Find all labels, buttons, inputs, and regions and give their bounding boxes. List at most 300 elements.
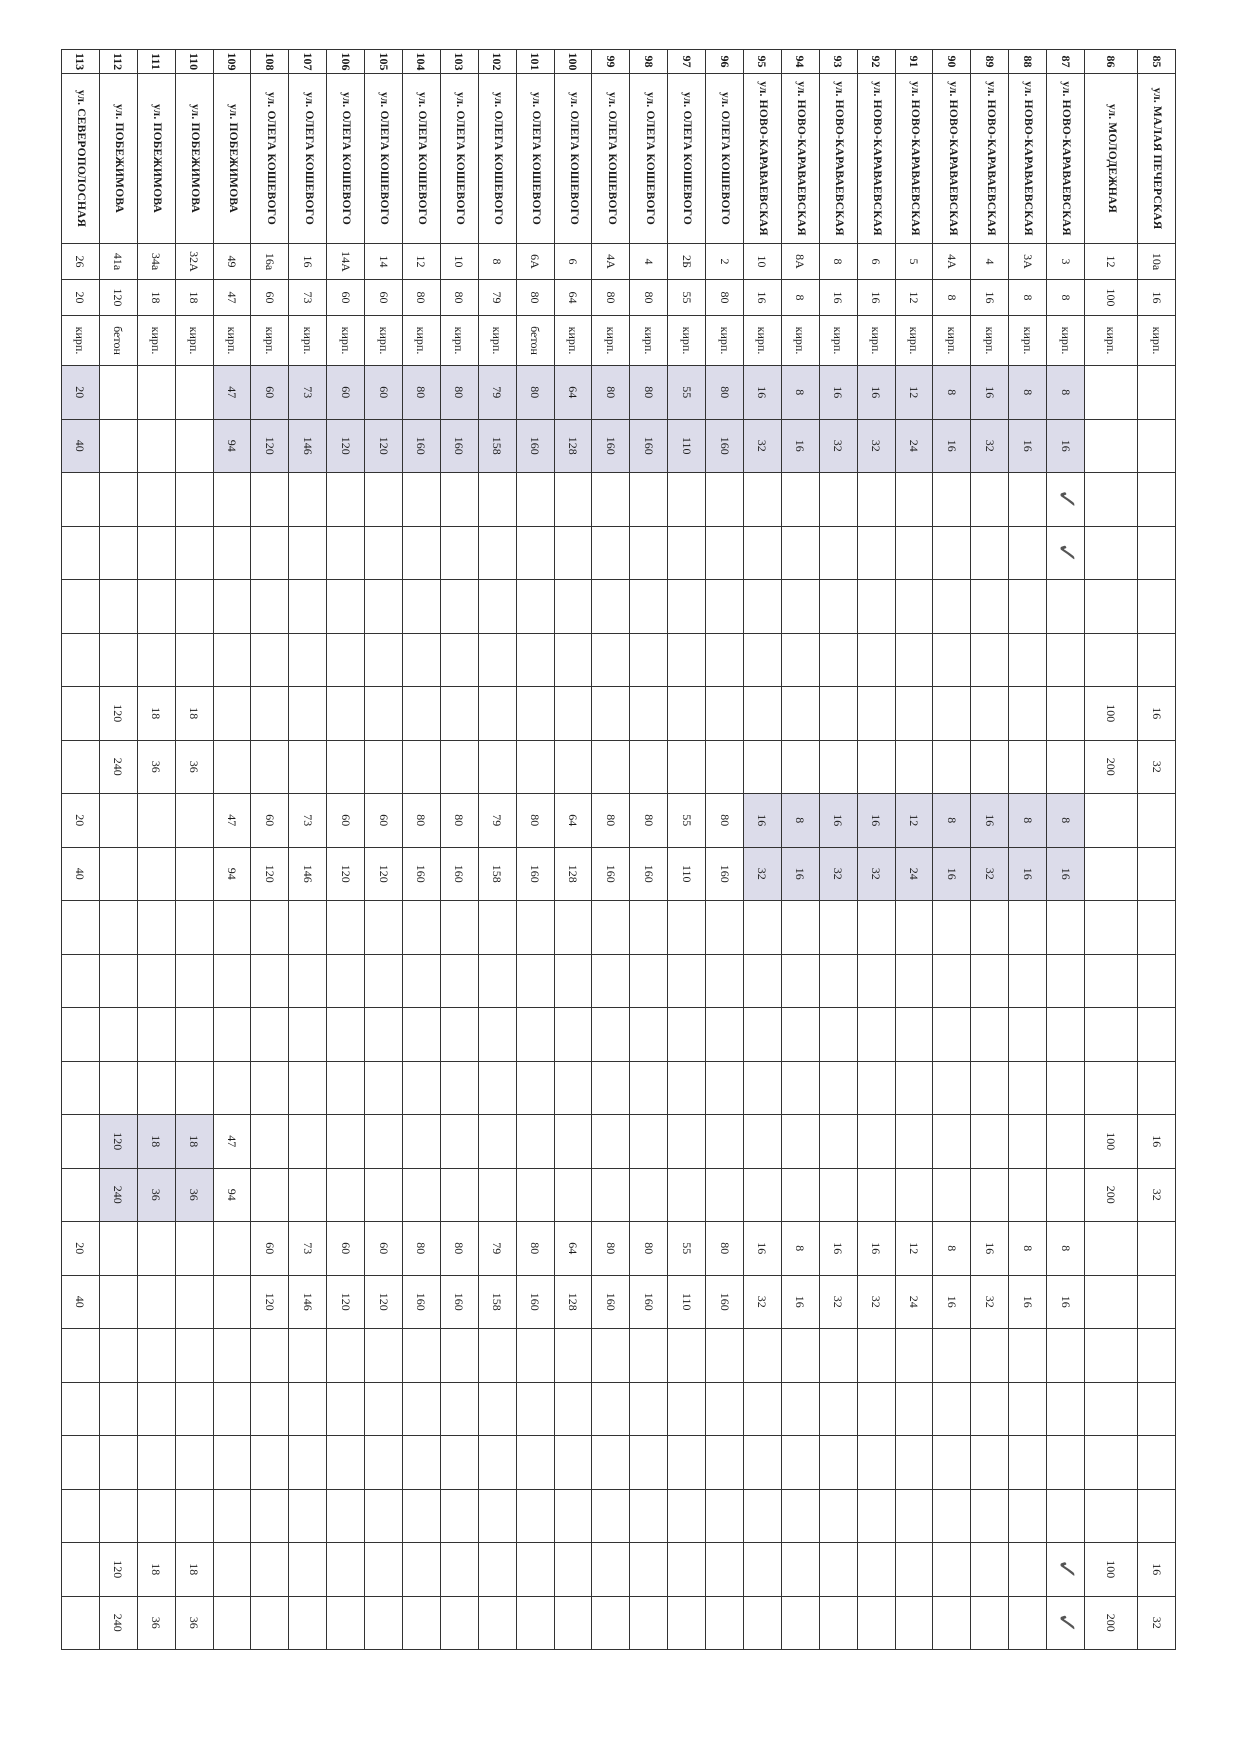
value-cell	[668, 1596, 706, 1650]
value-cell	[668, 1061, 706, 1115]
street-name-cell: ул. НОВО-КАРАВАЕВСКАЯ	[1047, 74, 1085, 244]
value-cell	[137, 580, 175, 634]
value-cell	[516, 633, 554, 687]
value-cell	[516, 901, 554, 955]
value-cell	[819, 1436, 857, 1490]
area-cell: 80	[706, 280, 744, 316]
value-cell	[403, 1596, 441, 1650]
value-cell	[327, 1008, 365, 1062]
value-cell: 80	[706, 794, 744, 848]
value-cell: 80	[706, 366, 744, 420]
value-cell: 60	[327, 366, 365, 420]
value-cell: 36	[175, 740, 213, 794]
house-number-cell: 2Б	[668, 244, 706, 280]
material-cell: кирп.	[668, 316, 706, 366]
value-cell	[213, 580, 251, 634]
value-cell	[516, 1168, 554, 1222]
value-cell	[403, 580, 441, 634]
value-cell	[1009, 1436, 1047, 1490]
value-cell	[99, 794, 137, 848]
value-cell: 158	[478, 1275, 516, 1329]
value-cell	[99, 1061, 137, 1115]
value-cell	[478, 1329, 516, 1383]
value-cell: 120	[99, 1115, 137, 1169]
area-cell: 60	[327, 280, 365, 316]
value-cell	[1085, 1436, 1138, 1490]
value-cell	[1009, 1061, 1047, 1115]
value-cell: 18	[175, 687, 213, 741]
value-cell: 160	[706, 1275, 744, 1329]
street-name-cell: ул. ОЛЕГА КОШЕВОГО	[327, 74, 365, 244]
value-cell	[630, 1329, 668, 1383]
value-cell	[781, 633, 819, 687]
value-cell: 64	[554, 1222, 592, 1276]
value-cell	[592, 526, 630, 580]
value-cell	[99, 633, 137, 687]
value-cell	[440, 633, 478, 687]
material-cell: кирп.	[478, 316, 516, 366]
street-name-cell: ул. ОЛЕГА КОШЕВОГО	[554, 74, 592, 244]
value-cell	[175, 794, 213, 848]
value-cell: 80	[440, 794, 478, 848]
value-cell	[365, 1382, 403, 1436]
value-cell	[327, 526, 365, 580]
value-cell	[857, 1596, 895, 1650]
value-cell: 32	[971, 1275, 1009, 1329]
area-cell: 18	[137, 280, 175, 316]
house-number-cell: 2	[706, 244, 744, 280]
value-cell	[289, 1061, 327, 1115]
value-cell	[213, 1436, 251, 1490]
value-cell: 160	[516, 1275, 554, 1329]
value-cell: 80	[516, 366, 554, 420]
value-cell	[1009, 901, 1047, 955]
value-cell	[213, 633, 251, 687]
value-cell: 32	[744, 1275, 782, 1329]
value-cell	[971, 1329, 1009, 1383]
value-cell	[971, 1008, 1009, 1062]
street-name-cell: ул. СЕВЕРОПОЛОСНАЯ	[62, 74, 100, 244]
value-cell	[781, 580, 819, 634]
value-cell	[706, 1596, 744, 1650]
value-cell	[516, 1061, 554, 1115]
row-number-cell: 85	[1138, 50, 1176, 74]
value-cell	[1085, 633, 1138, 687]
value-cell: 16	[971, 1222, 1009, 1276]
material-cell: кирп.	[744, 316, 782, 366]
value-cell	[630, 1008, 668, 1062]
value-cell	[251, 954, 289, 1008]
value-cell	[895, 1008, 933, 1062]
table-row	[1047, 50, 1085, 1650]
value-cell	[706, 954, 744, 1008]
value-cell	[857, 1436, 895, 1490]
value-cell: 12	[895, 366, 933, 420]
value-cell: 16	[744, 794, 782, 848]
value-cell	[440, 1489, 478, 1543]
value-cell	[933, 473, 971, 527]
value-cell	[327, 1436, 365, 1490]
value-cell: 16	[819, 366, 857, 420]
value-cell: 158	[478, 419, 516, 473]
street-name-cell: ул. МАЛАЯ ПЕЧЕРСКАЯ	[1138, 74, 1176, 244]
value-cell	[1138, 954, 1176, 1008]
value-cell	[971, 473, 1009, 527]
value-cell	[819, 473, 857, 527]
value-cell	[744, 473, 782, 527]
value-cell: 16	[1047, 419, 1085, 473]
value-cell	[99, 419, 137, 473]
area-cell: 16	[971, 280, 1009, 316]
area-cell: 60	[365, 280, 403, 316]
value-cell	[895, 1061, 933, 1115]
value-cell	[99, 1436, 137, 1490]
value-cell	[592, 1329, 630, 1383]
value-cell	[1085, 473, 1138, 527]
value-cell	[1047, 1329, 1085, 1383]
value-cell	[99, 1489, 137, 1543]
row-number-cell: 112	[99, 50, 137, 74]
value-cell	[554, 633, 592, 687]
value-cell: 16	[971, 366, 1009, 420]
value-cell	[1009, 1329, 1047, 1383]
value-cell	[403, 740, 441, 794]
table-row	[706, 50, 744, 1650]
value-cell	[1085, 1275, 1138, 1329]
value-cell	[971, 1168, 1009, 1222]
value-cell	[781, 1329, 819, 1383]
value-cell	[668, 1168, 706, 1222]
value-cell	[895, 1489, 933, 1543]
value-cell: ✓	[1047, 1543, 1085, 1597]
value-cell: 80	[403, 794, 441, 848]
value-cell	[99, 473, 137, 527]
value-cell	[478, 1168, 516, 1222]
house-number-cell: 14А	[327, 244, 365, 280]
value-cell	[213, 1061, 251, 1115]
value-cell	[554, 526, 592, 580]
house-number-cell: 10	[440, 244, 478, 280]
value-cell	[1047, 1008, 1085, 1062]
value-cell: 16	[781, 1275, 819, 1329]
value-cell	[62, 633, 100, 687]
area-cell: 80	[440, 280, 478, 316]
value-cell: 47	[213, 1115, 251, 1169]
area-cell: 8	[1009, 280, 1047, 316]
value-cell: 60	[327, 794, 365, 848]
value-cell	[895, 687, 933, 741]
value-cell	[327, 954, 365, 1008]
value-cell: 160	[592, 419, 630, 473]
value-cell	[1009, 740, 1047, 794]
value-cell	[516, 1382, 554, 1436]
value-cell	[289, 1596, 327, 1650]
value-cell: 36	[137, 1168, 175, 1222]
row-number-cell: 109	[213, 50, 251, 74]
value-cell: 120	[365, 1275, 403, 1329]
value-cell	[1009, 580, 1047, 634]
value-cell	[365, 1489, 403, 1543]
value-cell	[403, 1436, 441, 1490]
value-cell	[554, 740, 592, 794]
house-number-cell: 12	[1085, 244, 1138, 280]
value-cell	[933, 1008, 971, 1062]
value-cell	[137, 1275, 175, 1329]
value-cell	[516, 1489, 554, 1543]
value-cell	[668, 526, 706, 580]
value-cell	[251, 1543, 289, 1597]
value-cell: 120	[365, 847, 403, 901]
value-cell	[857, 1115, 895, 1169]
value-cell	[175, 526, 213, 580]
value-cell	[327, 1596, 365, 1650]
row-number-cell: 97	[668, 50, 706, 74]
value-cell: 8	[933, 366, 971, 420]
value-cell	[706, 1329, 744, 1383]
value-cell: 16	[933, 1275, 971, 1329]
value-cell	[516, 687, 554, 741]
table-row	[175, 50, 213, 1650]
value-cell	[137, 1008, 175, 1062]
value-cell	[365, 526, 403, 580]
value-cell	[744, 633, 782, 687]
material-cell: кирп.	[327, 316, 365, 366]
value-cell: 18	[137, 687, 175, 741]
value-cell	[289, 633, 327, 687]
value-cell	[1138, 1275, 1176, 1329]
value-cell	[554, 1115, 592, 1169]
value-cell: 8	[1047, 1222, 1085, 1276]
value-cell	[554, 1489, 592, 1543]
house-number-cell: 16	[289, 244, 327, 280]
value-cell	[403, 1543, 441, 1597]
street-name-cell: ул. НОВО-КАРАВАЕВСКАЯ	[857, 74, 895, 244]
value-cell	[668, 740, 706, 794]
value-cell: 16	[1138, 687, 1176, 741]
value-cell	[819, 1168, 857, 1222]
value-cell	[554, 901, 592, 955]
value-cell	[1085, 1329, 1138, 1383]
house-number-cell: 6	[554, 244, 592, 280]
area-cell: 80	[630, 280, 668, 316]
value-cell	[592, 473, 630, 527]
value-cell	[706, 526, 744, 580]
value-cell	[744, 580, 782, 634]
value-cell	[365, 687, 403, 741]
row-number-cell: 108	[251, 50, 289, 74]
table-row	[1138, 50, 1176, 1650]
value-cell	[1047, 1436, 1085, 1490]
value-cell	[440, 1596, 478, 1650]
value-cell	[971, 1543, 1009, 1597]
value-cell	[175, 847, 213, 901]
value-cell	[213, 901, 251, 955]
value-cell: 60	[327, 1222, 365, 1276]
value-cell	[895, 1596, 933, 1650]
material-cell: кирп.	[1085, 316, 1138, 366]
value-cell: 16	[744, 366, 782, 420]
table-row	[819, 50, 857, 1650]
value-cell	[1009, 1489, 1047, 1543]
value-cell	[819, 526, 857, 580]
value-cell	[365, 1115, 403, 1169]
value-cell	[819, 687, 857, 741]
value-cell	[327, 1382, 365, 1436]
value-cell	[213, 1008, 251, 1062]
value-cell	[175, 954, 213, 1008]
value-cell	[403, 1489, 441, 1543]
table-row	[137, 50, 175, 1650]
area-cell: 47	[213, 280, 251, 316]
value-cell	[971, 687, 1009, 741]
row-number-cell: 111	[137, 50, 175, 74]
value-cell	[630, 1061, 668, 1115]
value-cell	[62, 1436, 100, 1490]
value-cell	[137, 901, 175, 955]
value-cell	[213, 1596, 251, 1650]
value-cell	[706, 687, 744, 741]
value-cell	[478, 473, 516, 527]
value-cell	[819, 740, 857, 794]
area-cell: 80	[516, 280, 554, 316]
area-cell: 80	[592, 280, 630, 316]
value-cell	[630, 633, 668, 687]
value-cell	[781, 1061, 819, 1115]
value-cell	[251, 580, 289, 634]
value-cell	[327, 1168, 365, 1222]
value-cell	[1138, 1222, 1176, 1276]
value-cell	[1085, 419, 1138, 473]
value-cell	[327, 580, 365, 634]
value-cell	[251, 1596, 289, 1650]
row-number-cell: 113	[62, 50, 100, 74]
value-cell	[668, 1115, 706, 1169]
value-cell: 20	[62, 1222, 100, 1276]
value-cell: 160	[630, 847, 668, 901]
area-cell: 16	[1138, 280, 1176, 316]
material-cell: кирп.	[971, 316, 1009, 366]
street-name-cell: ул. НОВО-КАРАВАЕВСКАЯ	[819, 74, 857, 244]
value-cell: 64	[554, 794, 592, 848]
value-cell	[630, 1543, 668, 1597]
value-cell	[440, 1115, 478, 1169]
street-name-cell: ул. ОЛЕГА КОШЕВОГО	[403, 74, 441, 244]
value-cell	[365, 1543, 403, 1597]
value-cell: 16	[1047, 1275, 1085, 1329]
value-cell	[554, 1008, 592, 1062]
value-cell	[592, 580, 630, 634]
value-cell	[289, 1436, 327, 1490]
value-cell: 16	[1138, 1543, 1176, 1597]
table-row	[516, 50, 554, 1650]
value-cell	[1047, 901, 1085, 955]
value-cell	[819, 1008, 857, 1062]
value-cell	[744, 901, 782, 955]
value-cell: 160	[516, 847, 554, 901]
row-number-cell: 87	[1047, 50, 1085, 74]
value-cell	[251, 1382, 289, 1436]
value-cell: 120	[99, 1543, 137, 1597]
value-cell: 80	[630, 366, 668, 420]
value-cell	[933, 1596, 971, 1650]
value-cell	[706, 1008, 744, 1062]
value-cell: 80	[630, 1222, 668, 1276]
value-cell	[137, 1061, 175, 1115]
table-row	[592, 50, 630, 1650]
value-cell	[971, 1382, 1009, 1436]
value-cell	[1138, 901, 1176, 955]
value-cell	[175, 1275, 213, 1329]
value-cell: 60	[365, 1222, 403, 1276]
value-cell	[478, 687, 516, 741]
value-cell: 160	[403, 847, 441, 901]
area-cell: 18	[175, 280, 213, 316]
value-cell: 100	[1085, 687, 1138, 741]
value-cell	[857, 1489, 895, 1543]
value-cell: 24	[895, 419, 933, 473]
value-cell	[1085, 1382, 1138, 1436]
material-cell: кирп.	[403, 316, 441, 366]
value-cell	[137, 1382, 175, 1436]
value-cell	[895, 1436, 933, 1490]
value-cell: 160	[706, 419, 744, 473]
value-cell	[1138, 366, 1176, 420]
value-cell: 128	[554, 419, 592, 473]
value-cell	[706, 633, 744, 687]
value-cell: 16	[857, 366, 895, 420]
value-cell: 32	[971, 847, 1009, 901]
value-cell	[554, 1168, 592, 1222]
value-cell: 16	[1009, 847, 1047, 901]
value-cell	[706, 1061, 744, 1115]
value-cell: 60	[251, 794, 289, 848]
value-cell	[819, 580, 857, 634]
value-cell	[819, 901, 857, 955]
value-cell	[971, 1436, 1009, 1490]
value-cell: 80	[516, 794, 554, 848]
value-cell	[137, 366, 175, 420]
value-cell	[857, 1543, 895, 1597]
value-cell	[1138, 526, 1176, 580]
value-cell: ✓	[1047, 1596, 1085, 1650]
value-cell	[403, 526, 441, 580]
value-cell	[895, 473, 933, 527]
house-number-cell: 10	[744, 244, 782, 280]
value-cell	[744, 1115, 782, 1169]
value-cell	[175, 1008, 213, 1062]
value-cell: 80	[592, 1222, 630, 1276]
value-cell: 120	[251, 419, 289, 473]
house-number-cell: 5	[895, 244, 933, 280]
value-cell	[365, 954, 403, 1008]
value-cell	[592, 1489, 630, 1543]
value-cell	[744, 740, 782, 794]
value-cell	[440, 687, 478, 741]
value-cell	[1009, 1008, 1047, 1062]
value-cell	[1085, 1008, 1138, 1062]
value-cell: 32	[857, 419, 895, 473]
row-number-cell: 104	[403, 50, 441, 74]
value-cell	[857, 580, 895, 634]
value-cell	[516, 526, 554, 580]
value-cell	[1009, 526, 1047, 580]
value-cell	[554, 580, 592, 634]
value-cell	[365, 901, 403, 955]
value-cell	[1138, 1329, 1176, 1383]
material-cell: кирп.	[213, 316, 251, 366]
value-cell	[365, 1168, 403, 1222]
value-cell	[440, 1382, 478, 1436]
